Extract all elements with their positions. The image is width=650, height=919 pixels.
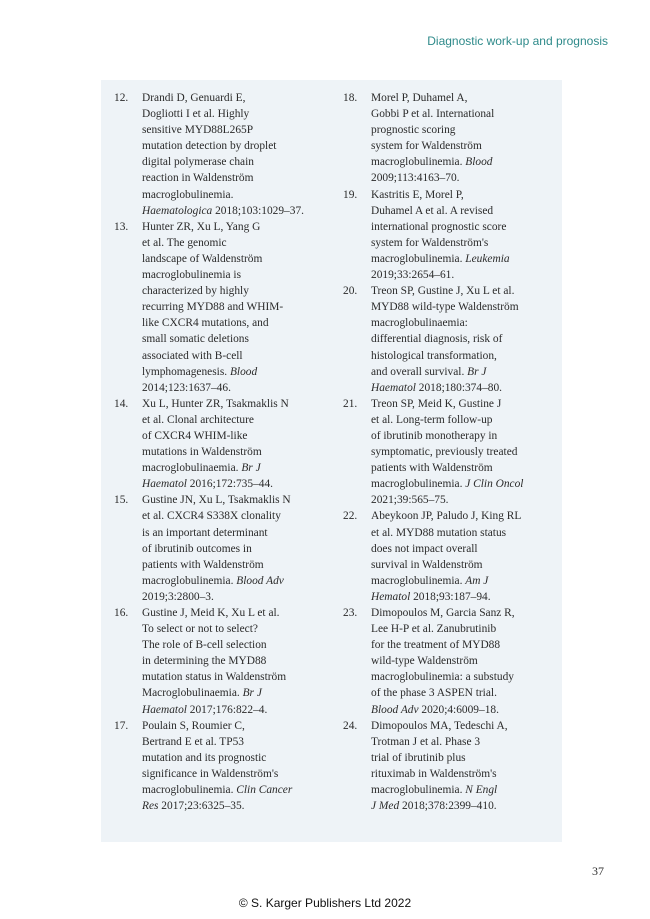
reference-line: Duhamel A et al. A revised [371,204,494,217]
reference-line: Trotman J et al. Phase 3 [371,735,481,748]
reference-text [142,718,330,815]
reference-line: mutation and its prognostic [142,751,267,764]
reference-line: of CXCR4 WHIM-like [142,429,248,442]
reference-line: Bertrand E et al. TP53 [142,735,244,748]
reference-text [371,605,559,718]
reference-text [142,396,330,493]
reference-line: recurring MYD88 and WHIM- [142,301,284,314]
reference-line: J Med 2018;378:2399–410. [371,800,497,813]
reference-entry [114,396,330,493]
reference-number: 20. [343,285,358,298]
reference-line: et al. CXCR4 S338X clonality [142,510,281,523]
reference-line: of the phase 3 ASPEN trial. [371,687,497,700]
reference-line: and overall survival. Br J [371,365,487,378]
reference-line: The role of B-cell selection [142,639,267,652]
reference-line: wild-type Waldenström [371,655,478,668]
reference-number: 22. [343,510,358,523]
reference-line: 2019;33:2654–61. [371,269,455,282]
reference-line: macroglobulinemia. J Clin Oncol [371,478,524,491]
reference-line: Abeykoon JP, Paludo J, King RL [371,510,522,523]
reference-number: 15. [114,494,129,507]
reference-line: Gustine J, Meid K, Xu L et al. [142,607,280,619]
reference-line: characterized by highly [142,285,249,298]
reference-line: macroglobulinaemia: [371,317,468,330]
reference-line: small somatic deletions [142,333,249,346]
reference-text [371,187,559,284]
reference-entry [343,508,559,605]
reference-line: landscape of Waldenström [142,252,263,265]
reference-line: patients with Waldenström [142,558,264,571]
reference-line: macroglobulinemia. Am J [371,574,489,587]
reference-line: mutation status in Waldenström [142,671,287,684]
reference-line: lymphomagenesis. Blood [142,365,258,378]
reference-entry [343,605,559,718]
reference-number: 17. [114,719,129,732]
reference-line: symptomatic, previously treated [371,446,518,459]
reference-line: et al. Long-term follow-up [371,413,493,426]
reference-number: 14. [114,397,129,410]
reference-text [371,508,559,605]
reference-line: macroglobulinaemia. Br J [142,462,261,475]
reference-number: 19. [343,188,358,201]
reference-line: macroglobulinemia. Blood [371,156,493,169]
reference-line: Haematol 2017;176:822–4. [142,703,268,716]
reference-line: rituximab in Waldenström's [371,767,497,780]
reference-line: 2014;123:1637–46. [142,381,231,394]
reference-line: associated with B-cell [142,349,243,362]
reference-entry [343,90,559,187]
copyright-notice: © S. Karger Publishers Ltd 2022 [238,896,412,910]
reference-line: sensitive MYD88L265P [142,124,254,137]
reference-line: Dogliotti I et al. Highly [142,108,250,121]
reference-line: MYD88 wild-type Waldenström [371,301,519,314]
reference-line: et al. MYD88 mutation status [371,526,507,539]
reference-line: trial of ibrutinib plus [371,751,466,764]
reference-line: et al. Clonal architecture [142,413,254,426]
reference-line: Poulain S, Roumier C, [142,719,245,732]
reference-entry [114,90,330,219]
reference-line: 2019;3:2800–3. [142,590,214,603]
reference-line: Drandi D, Genuardi E, [142,92,246,104]
reference-text [142,219,330,396]
reference-line: does not impact overall [371,542,478,555]
reference-line: Gustine JN, Xu L, Tsakmaklis N [142,494,291,507]
reference-text [371,396,559,509]
reference-line: for the treatment of MYD88 [371,639,501,652]
reference-line: like CXCR4 mutations, and [142,317,269,330]
reference-line: of ibrutinib monotherapy in [371,429,498,442]
reference-line: 2009;113:4163–70. [371,172,460,185]
reference-number: 21. [343,397,358,410]
reference-line: Kastritis E, Morel P, [371,188,464,201]
reference-number: 18. [343,92,358,104]
reference-text [371,283,559,396]
reference-line: international prognostic score [371,220,507,233]
reference-line: Dimopoulos M, Garcia Sanz R, [371,607,515,619]
reference-line: Gobbi P et al. International [371,108,495,121]
reference-line: Haematol 2016;172:735–44. [142,478,274,491]
reference-line: Macroglobulinaemia. Br J [142,687,262,700]
reference-number: 16. [114,607,129,619]
reference-line: survival in Waldenström [371,558,483,571]
reference-line: is an important determinant [142,526,268,539]
reference-text [142,605,330,718]
reference-entry [114,605,330,718]
reference-line: reaction in Waldenström [142,172,254,185]
reference-text [371,90,559,187]
reference-line: system for Waldenström's [371,236,489,249]
reference-text [371,718,559,815]
reference-entry [114,718,330,815]
reference-line: Haematol 2018;180:374–80. [371,381,503,394]
reference-line: histological transformation, [371,349,497,362]
reference-line: macroglobulinemia. N Engl [371,784,498,797]
reference-line: Haematologica 2018;103:1029–37. [142,204,304,217]
reference-line: prognostic scoring [371,124,456,137]
reference-entry [114,492,330,605]
reference-entry [343,187,559,284]
reference-line: macroglobulinemia is [142,269,242,282]
reference-line: macroglobulinemia. [142,188,234,201]
reference-line: macroglobulinemia: a substudy [371,671,514,684]
reference-line: differential diagnosis, risk of [371,333,503,346]
reference-entry [343,718,559,815]
reference-number: 13. [114,220,129,233]
reference-line: of ibrutinib outcomes in [142,542,252,555]
references-right-column [343,90,559,814]
reference-number: 23. [343,607,358,619]
reference-line: system for Waldenström [371,140,482,153]
reference-line: macroglobulinemia. Clin Cancer [142,784,293,797]
reference-line: Hunter ZR, Xu L, Yang G [142,220,261,233]
reference-line: Treon SP, Meid K, Gustine J [371,397,502,410]
reference-entry [343,283,559,396]
reference-line: mutations in Waldenström [142,446,262,459]
references-left-column [114,90,330,814]
reference-line: in determining the MYD88 [142,655,267,668]
reference-line: Morel P, Duhamel A, [371,92,468,104]
reference-line: 2021;39:565–75. [371,494,449,507]
reference-text [142,492,330,605]
reference-line: To select or not to select? [142,623,258,636]
page-number: 37 [592,864,604,878]
reference-number: 12. [114,92,129,104]
reference-entry [343,396,559,509]
reference-text [142,90,330,219]
reference-line: et al. The genomic [142,236,227,249]
section-header: Diagnostic work-up and prognosis [427,34,608,48]
reference-line: Dimopoulos MA, Tedeschi A, [371,719,508,732]
reference-line: digital polymerase chain [142,156,254,169]
reference-line: significance in Waldenström's [142,767,279,780]
reference-entry [114,219,330,396]
reference-line: Res 2017;23:6325–35. [142,800,245,813]
reference-line: Lee H-P et al. Zanubrutinib [371,623,497,636]
reference-line: Treon SP, Gustine J, Xu L et al. [371,285,515,298]
reference-line: Blood Adv 2020;4:6009–18. [371,703,499,716]
reference-line: Hematol 2018;93:187–94. [371,590,491,603]
reference-line: macroglobulinemia. Blood Adv [142,574,284,587]
reference-number: 24. [343,719,358,732]
reference-line: mutation detection by droplet [142,140,277,153]
reference-line: patients with Waldenström [371,462,493,475]
reference-line: Xu L, Hunter ZR, Tsakmaklis N [142,397,289,410]
reference-line: macroglobulinemia. Leukemia [371,252,510,265]
